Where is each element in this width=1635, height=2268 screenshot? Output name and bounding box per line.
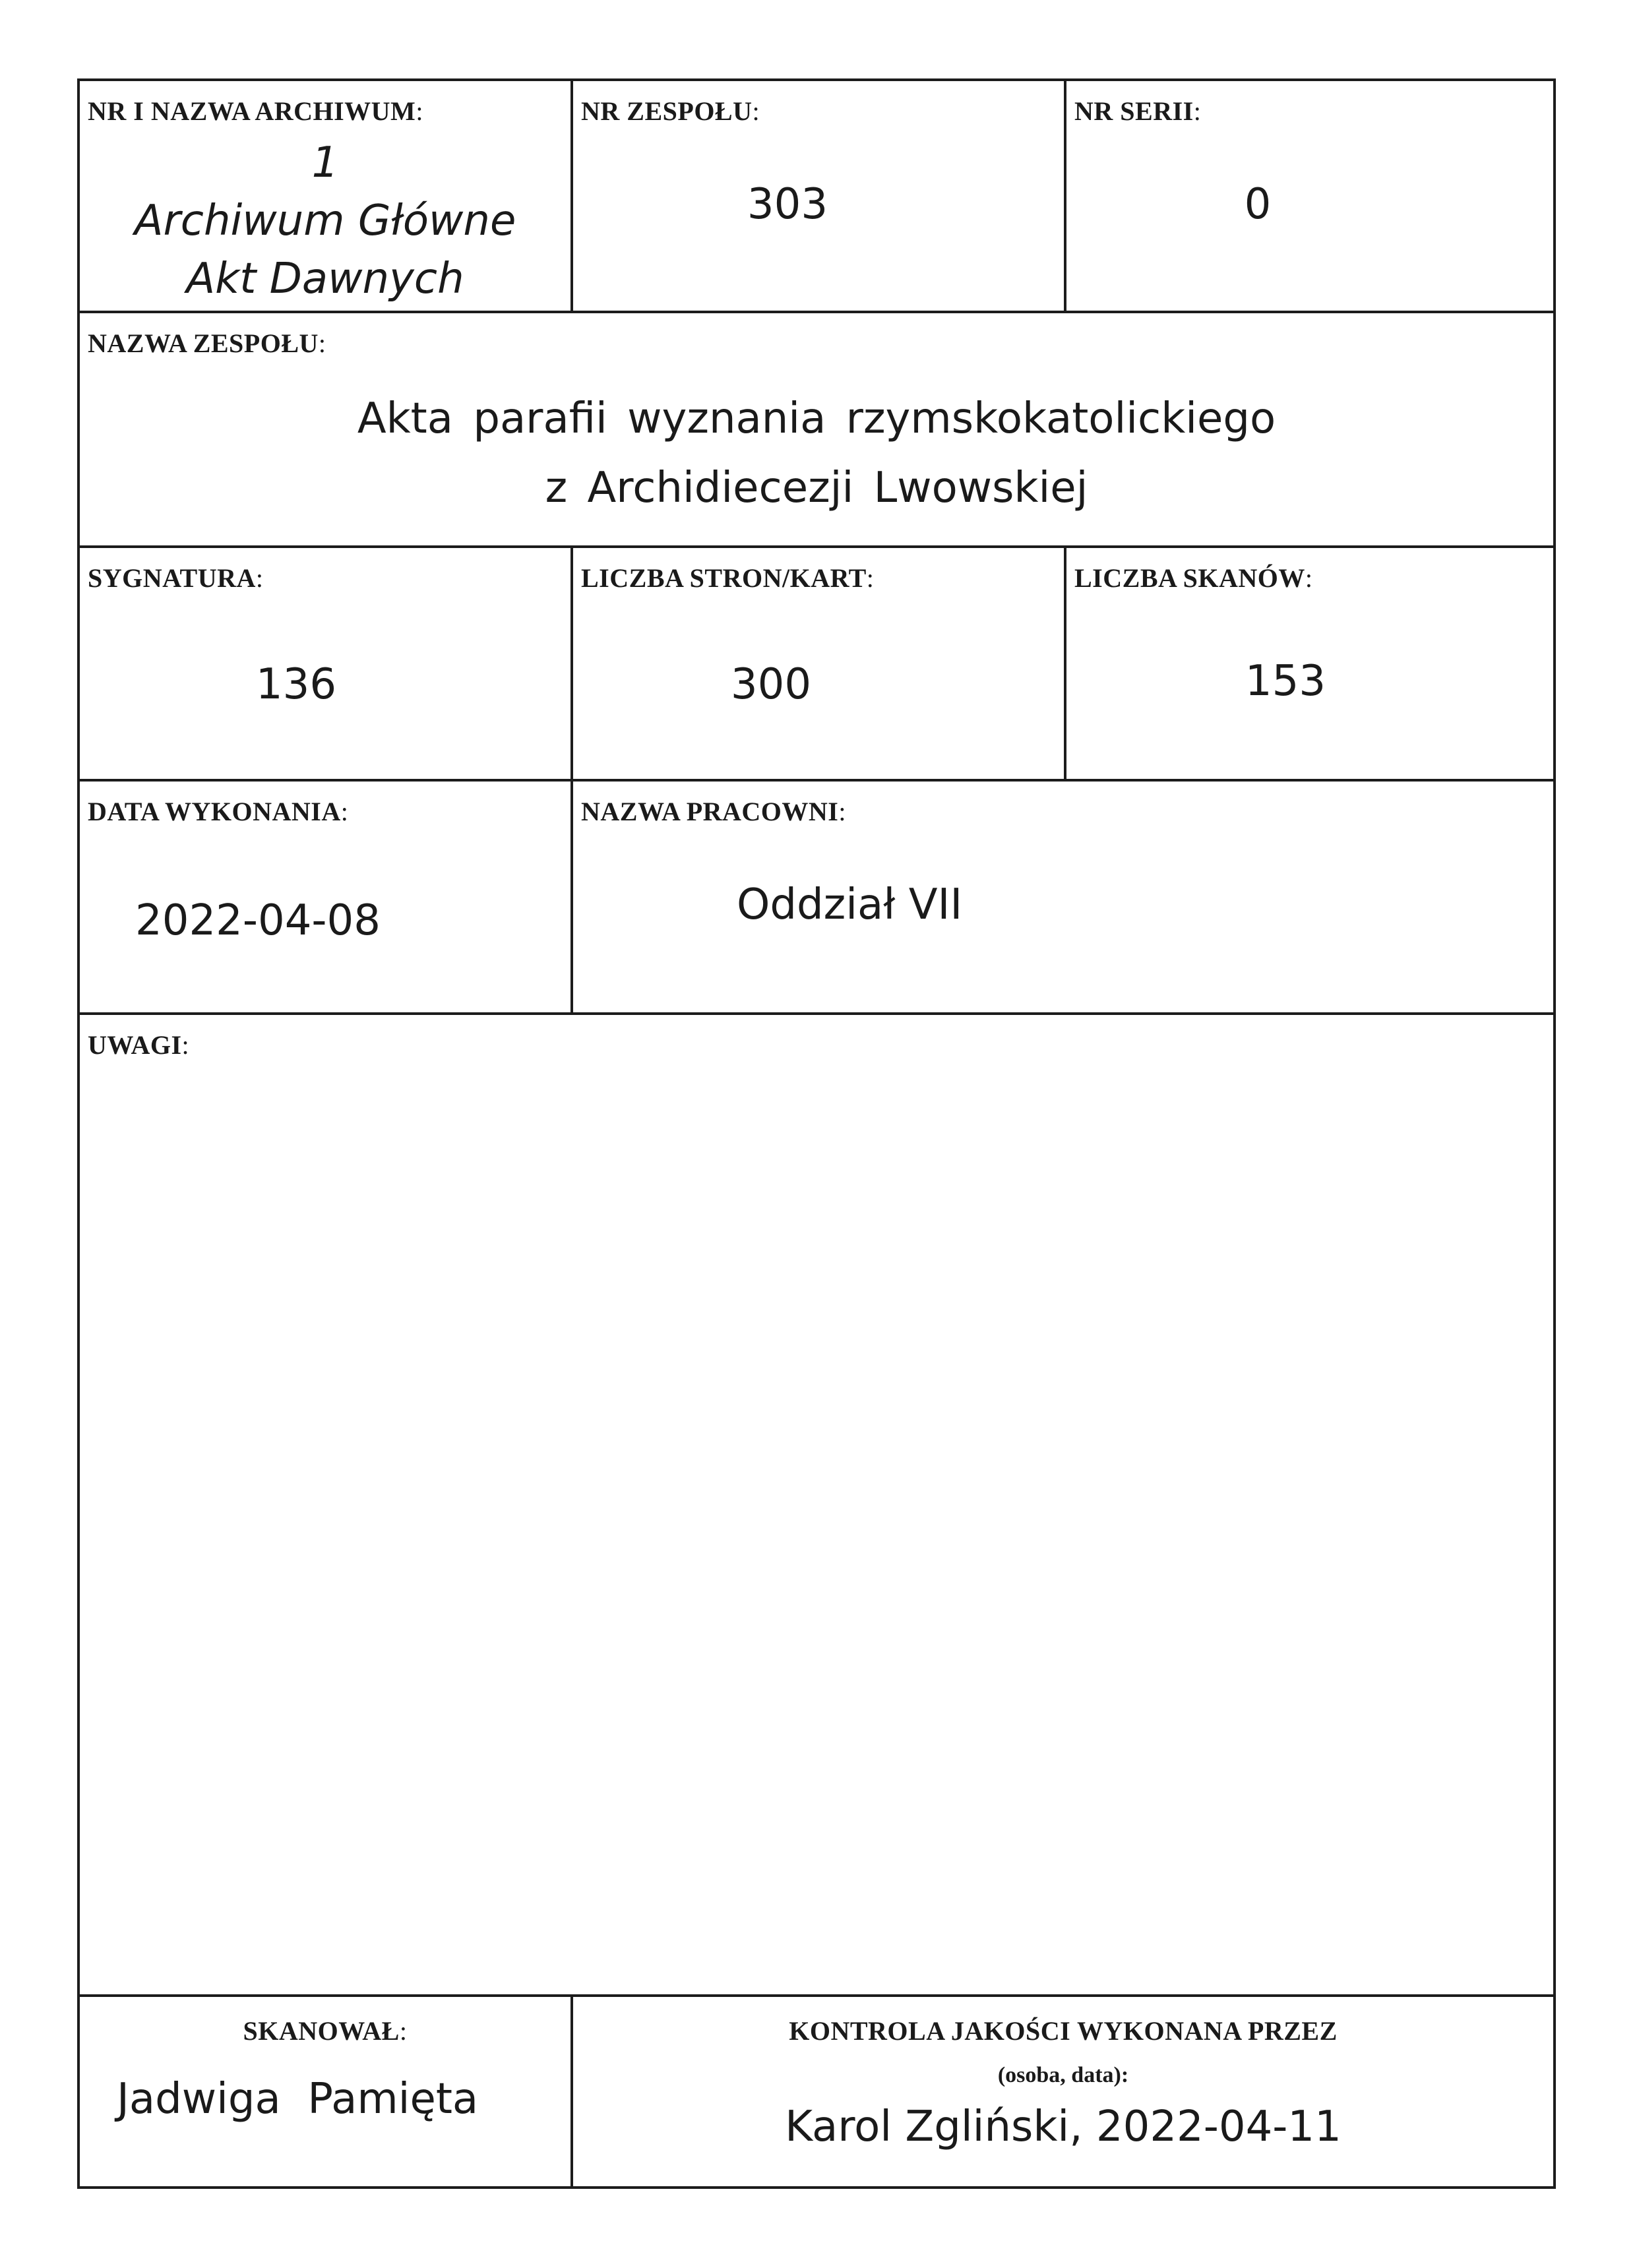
page-count-label: LICZBA STRON/KART: <box>581 563 875 593</box>
quality-control-sublabel: (osoba, data): <box>997 2063 1129 2087</box>
fonds-name-value <box>80 379 1553 518</box>
archive-label: NR I NAZWA ARCHIWUM: <box>88 96 423 126</box>
archive-name-line1: Archiwum Główne <box>134 197 516 245</box>
series-number-value: 0 <box>1244 180 1272 229</box>
signature-label: SYGNATURA: <box>88 563 264 593</box>
fonds-number-cell <box>573 81 1064 311</box>
signature-value: 136 <box>255 660 337 709</box>
remarks-cell <box>80 1015 1553 1994</box>
quality-control-cell <box>573 1997 1553 2189</box>
page-count-cell <box>573 548 1064 779</box>
quality-control-label: KONTROLA JAKOŚCI WYKONANA PRZEZ <box>789 2016 1338 2046</box>
page-count-value: 300 <box>730 660 812 709</box>
scan-count-value: 153 <box>1245 657 1326 706</box>
fonds-name-label: NAZWA ZESPOŁU: <box>88 328 326 358</box>
fonds-number-label: NR ZESPOŁU: <box>581 96 760 126</box>
fonds-name-line2: z Archidiecezji Lwowskiej <box>545 464 1088 512</box>
scan-count-cell <box>1066 548 1553 779</box>
series-number-label: NR SERII: <box>1074 96 1202 126</box>
scan-metadata-form <box>77 78 1556 2189</box>
scanned-by-value: Jadwiga Pamięta <box>117 2075 479 2124</box>
execution-date-label: DATA WYKONANIA: <box>88 797 349 826</box>
fonds-name-line1: Akta parafii wyznania rzymskokatolickiego <box>357 394 1276 443</box>
execution-date-cell <box>80 782 571 1012</box>
remarks-label: UWAGI: <box>88 1030 190 1060</box>
execution-date-value: 2022-04-08 <box>135 896 381 945</box>
archive-number: 1 <box>311 138 339 187</box>
workshop-name-cell <box>573 782 1553 1012</box>
signature-cell <box>80 548 571 779</box>
series-number-cell <box>1066 81 1553 311</box>
scanned-by-label: SKANOWAŁ: <box>243 2016 408 2046</box>
scanned-by-cell <box>80 1997 571 2189</box>
workshop-name-label: NAZWA PRACOWNI: <box>581 797 846 826</box>
archive-cell <box>80 81 571 311</box>
archive-name-line2: Akt Dawnych <box>186 255 464 303</box>
fonds-number-value: 303 <box>747 180 828 229</box>
workshop-name-value: Oddział VII <box>737 880 963 929</box>
scan-count-label: LICZBA SKANÓW: <box>1074 563 1313 593</box>
fonds-name-cell <box>80 313 1553 545</box>
archive-value <box>80 134 571 308</box>
quality-control-value: Karol Zgliński, 2022-04-11 <box>785 2102 1342 2151</box>
